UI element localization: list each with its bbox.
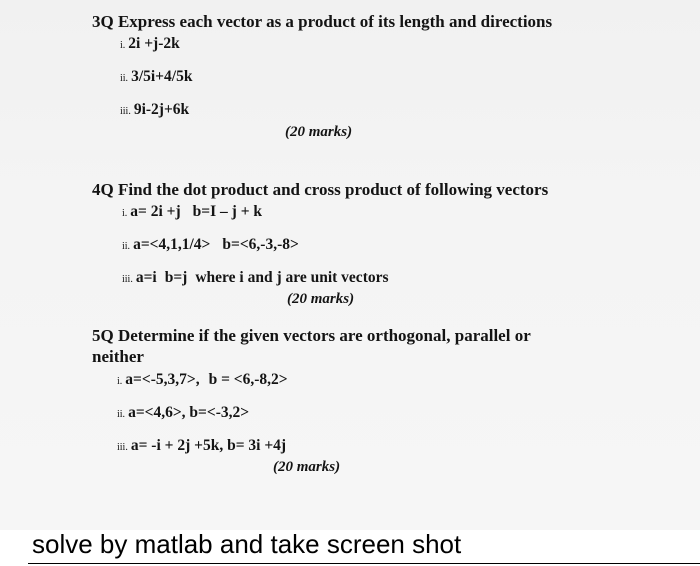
- q5-item-2-num: ii.: [117, 409, 126, 420]
- q3-item-2: [120, 68, 192, 86]
- q4-item-1-b: b=I – j + k: [192, 203, 263, 220]
- q4-marks: (20 marks): [287, 291, 355, 307]
- q3-item-3-text: 9i-2j+6k: [133, 101, 190, 118]
- q4-item-1: [122, 203, 262, 221]
- q4-item-3: [122, 269, 389, 287]
- q5-item-1-a: a=<-5,3,7>,: [125, 371, 200, 388]
- q4-item-3-b: b=j: [164, 269, 188, 286]
- q4-item-2-a: a=<4,1,1/4>: [133, 236, 211, 253]
- q4-title: 4Q Find the dot product and cross product of following vectors: [92, 180, 549, 199]
- q4-item-3-num: iii.: [122, 274, 133, 285]
- q5-item-2: [117, 404, 249, 422]
- q4-item-1-num: i.: [122, 208, 128, 219]
- q5-marks: (20 marks): [273, 459, 341, 475]
- q5-item-3-text: a= -i + 2j +5k, b= 3i +4j: [130, 437, 287, 454]
- q5-item-1: [117, 371, 288, 389]
- q3-item-3-num: iii.: [120, 106, 131, 117]
- q4-item-3-a: a=i: [135, 269, 157, 286]
- q3-item-2-num: ii.: [120, 73, 129, 84]
- q3-item-1-text: 2i +j-2k: [128, 35, 180, 52]
- q4-item-1-a: a= 2i +j: [130, 203, 181, 220]
- q3-item-2-text: 3/5i+4/5k: [131, 68, 193, 85]
- q5-item-1-num: i.: [117, 376, 123, 387]
- q5-title: 5Q Determine if the given vectors are orthogonal, parallel or: [92, 326, 531, 345]
- q4-item-2: [122, 236, 299, 254]
- q5-title-continued: neither: [92, 347, 144, 366]
- q4-item-2-b: b=<6,-3,-8>: [222, 236, 299, 253]
- caption-underline: [28, 563, 700, 564]
- q3-item-3: [120, 101, 189, 119]
- q3-item-1: [120, 35, 180, 53]
- q3-marks: (20 marks): [285, 124, 353, 140]
- q5-item-2-text: a=<4,6>, b=<-3,2>: [128, 404, 250, 421]
- q3-title: 3Q Express each vector as a product of its length and directions: [92, 12, 553, 31]
- q5-item-1-b: b = <6,-8,2>: [208, 371, 288, 388]
- q4-item-2-num: ii.: [122, 241, 131, 252]
- q4-item-3-note: where i and j are unit vectors: [195, 269, 389, 286]
- q3-item-1-num: i.: [120, 40, 126, 51]
- instruction-caption: solve by matlab and take screen shot: [32, 529, 462, 559]
- q5-item-3-num: iii.: [117, 442, 128, 453]
- q5-item-3: [117, 437, 286, 455]
